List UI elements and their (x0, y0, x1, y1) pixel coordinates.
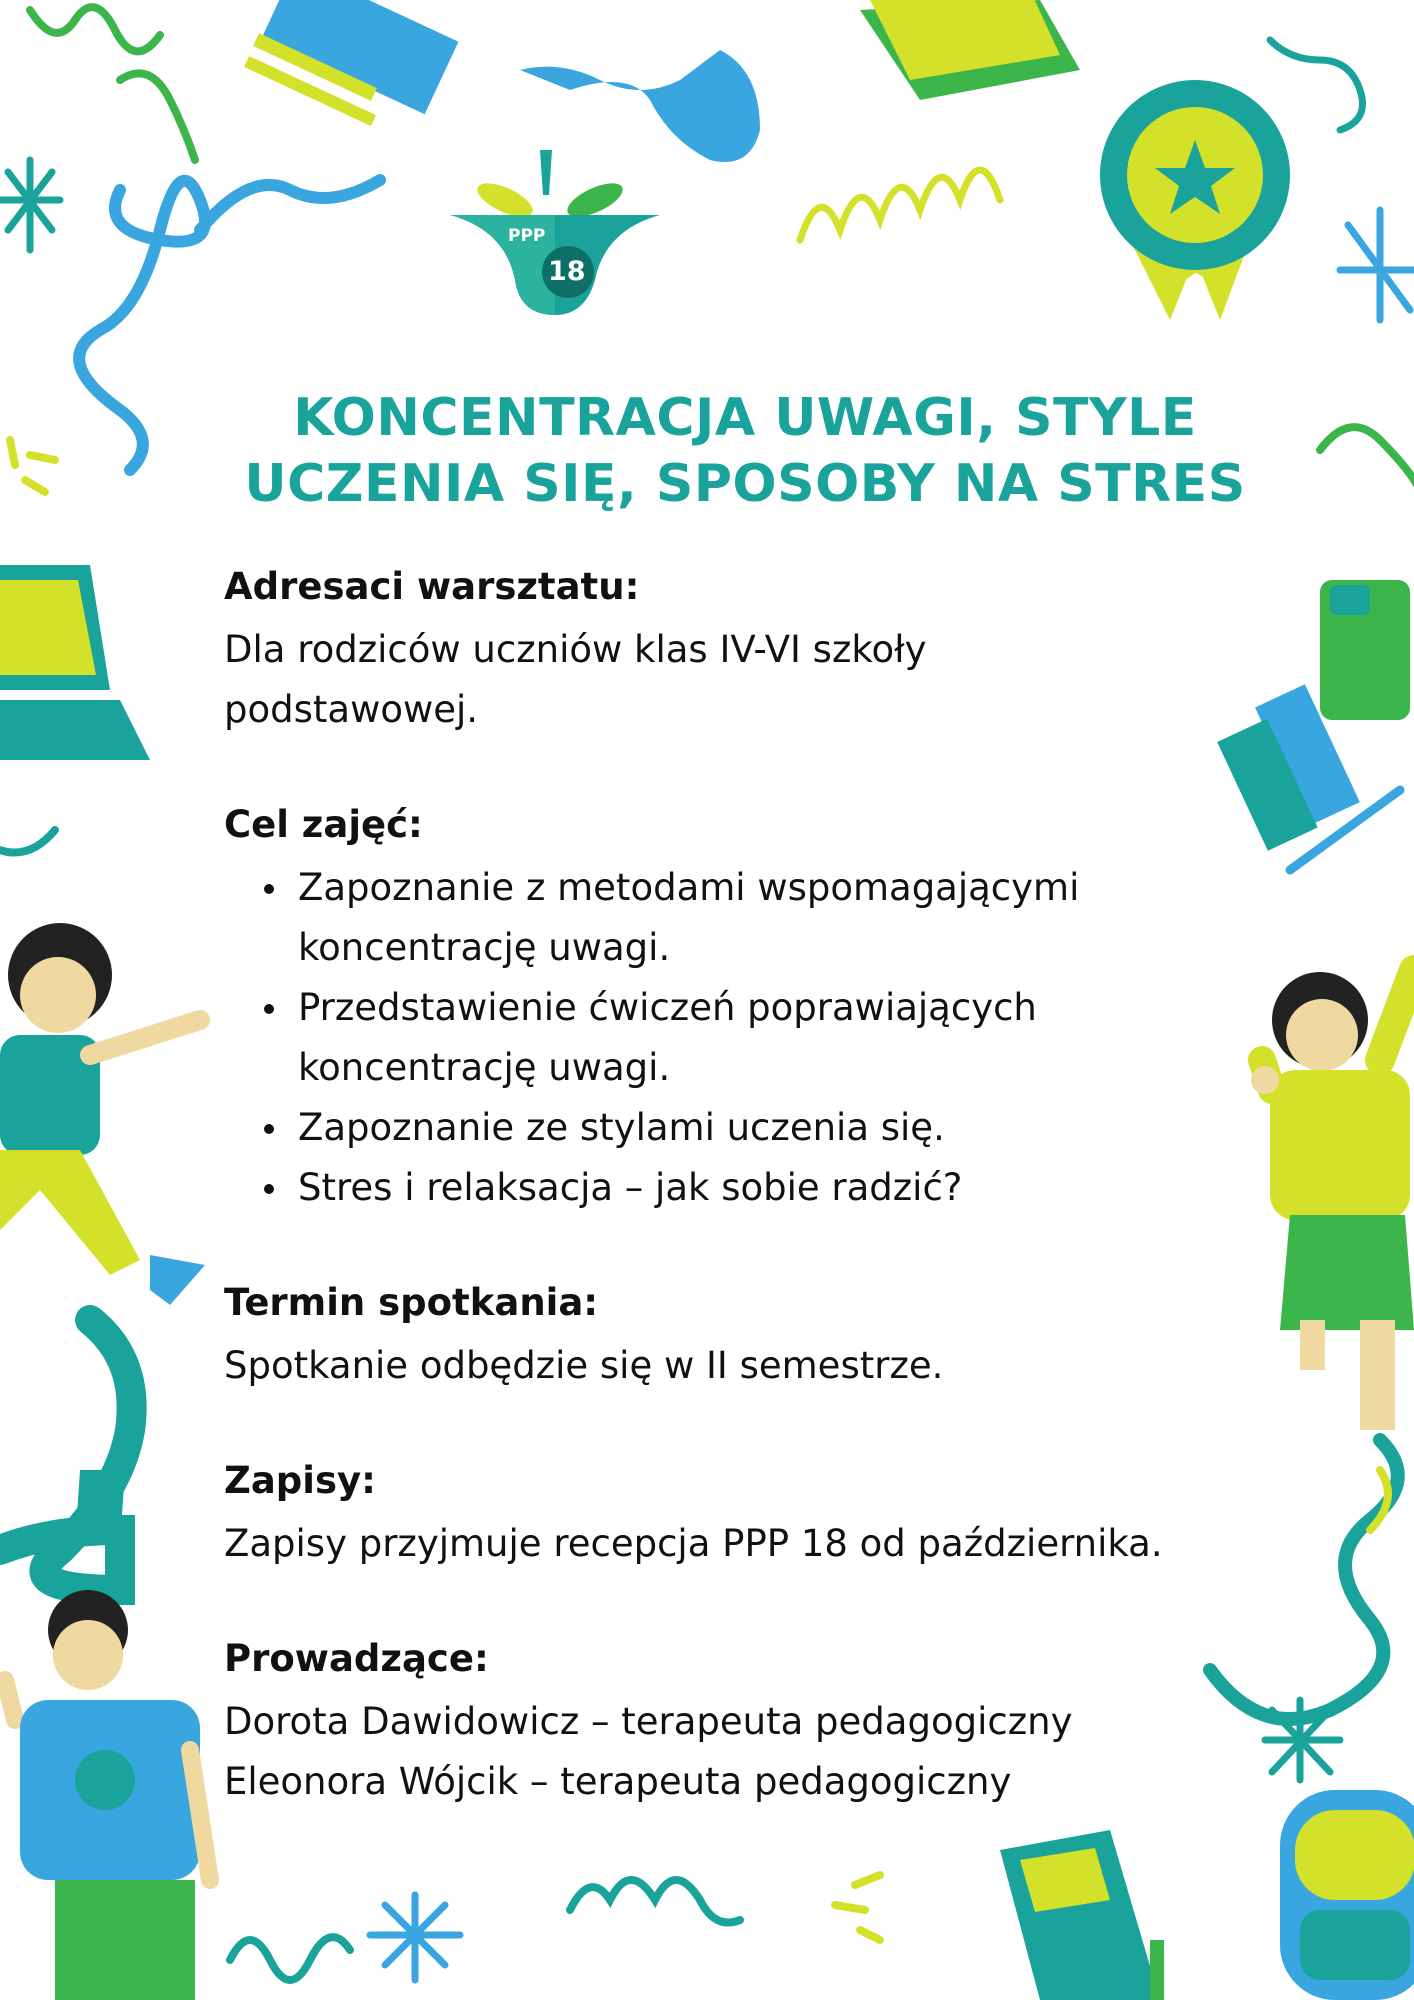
list-item-text: koncentrację uwagi. (298, 926, 671, 969)
host-2: Eleonora Wójcik – terapeuta pedagogiczny (224, 1760, 1012, 1803)
list-item (224, 1158, 1224, 1218)
audience-label: Adresaci warsztatu: (224, 565, 640, 608)
squiggle-icon (570, 1880, 740, 1923)
logo-number: 18 (548, 256, 586, 287)
pencil-stack-icon (244, 0, 458, 126)
ribbon-icon (200, 180, 380, 230)
list-item (224, 978, 1224, 1098)
backpack-icon (1280, 1790, 1414, 2000)
section-hosts (224, 1632, 1224, 1812)
list-item-text: koncentrację uwagi. (298, 1046, 671, 1089)
section-audience (224, 560, 1224, 740)
section-date (224, 1276, 1224, 1396)
audience-text-2: podstawowej. (224, 688, 479, 731)
sparkle-icon (835, 1875, 880, 1940)
list-item (224, 1098, 1224, 1158)
medal-icon (1100, 80, 1290, 320)
squiggle-icon (1270, 40, 1363, 130)
date-text: Spotkanie odbędzie się w II semestrze. (224, 1344, 944, 1387)
saxophone-icon (520, 50, 760, 162)
list-item-text: Zapoznanie z metodami wspomagającymi (298, 866, 1080, 909)
asterisk-icon (1265, 1700, 1340, 1780)
open-book-icon (860, 0, 1080, 100)
logo-icon (445, 150, 665, 315)
hosts-label: Prowadzące: (224, 1637, 489, 1680)
squiggle-icon (0, 830, 55, 853)
squiggle-icon (1320, 427, 1414, 490)
list-item-text: Przedstawienie ćwiczeń poprawiających (298, 986, 1037, 1029)
ribbon-icon (1210, 1440, 1398, 1719)
goal-list (224, 858, 1224, 1218)
date-label: Termin spotkania: (224, 1281, 599, 1324)
squiggle-icon (800, 170, 1000, 240)
boy-waving-illustration (0, 923, 205, 1305)
squiggle-icon (120, 73, 195, 160)
ribbon-icon (79, 181, 205, 470)
content (224, 560, 1224, 1870)
squiggle-icon (230, 1937, 350, 1980)
asterisk-icon (1340, 210, 1414, 320)
section-signup (224, 1454, 1224, 1574)
boy-thumbs-up-illustration (5, 1590, 210, 2000)
host-1: Dorota Dawidowicz – terapeuta pedagogiczny (224, 1700, 1073, 1743)
title-line-2: UCZENIA SIĘ, SPOSOBY NA STRES (244, 454, 1246, 514)
audience-text-1: Dla rodziców uczniów klas IV-VI szkoły (224, 628, 927, 671)
list-item-text: Stres i relaksacja – jak sobie radzić? (298, 1166, 963, 1209)
girl-cheering-illustration (1251, 970, 1414, 1430)
asterisk-icon (0, 160, 60, 250)
laptop-icon (0, 565, 150, 760)
asterisk-icon (370, 1895, 460, 1980)
paint-tubes-icon (1217, 580, 1410, 870)
goal-label: Cel zajęć: (224, 803, 423, 846)
list-item (224, 858, 1224, 978)
logo-abbr: PPP (508, 226, 546, 246)
sparkle-icon (10, 440, 55, 492)
saxophone-icon (0, 1320, 132, 1590)
title-line-1: KONCENTRACJA UWAGI, STYLE (293, 388, 1197, 448)
squiggle-icon (30, 7, 160, 51)
list-item-text: Zapoznanie ze stylami uczenia się. (298, 1106, 945, 1149)
section-goal (224, 798, 1224, 1218)
signup-label: Zapisy: (224, 1459, 376, 1502)
page-title (190, 385, 1300, 517)
signup-text: Zapisy przyjmuje recepcja PPP 18 od października. (224, 1522, 1163, 1565)
